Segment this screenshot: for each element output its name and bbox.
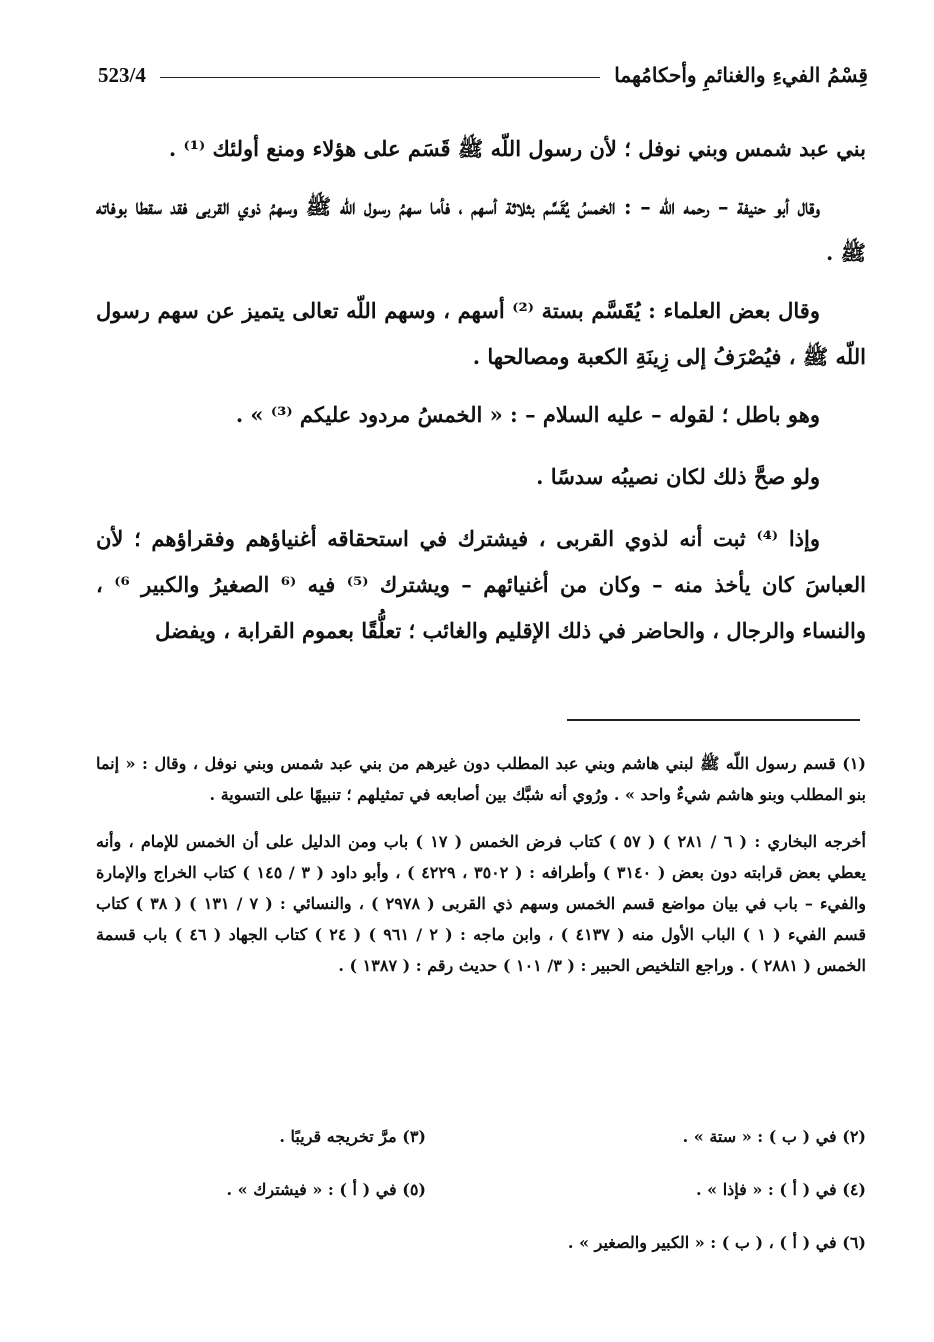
footnote-row — [96, 1177, 866, 1203]
paragraph: وقال بعض العلماء : يُقَسَّم بستة ⁽²⁾ أسهم ، وسهم اللّه تعالى يتميز عن سهم رسول اللّه ﷺ ، فيُصْرَفُ إلى زِينَةِ الكعبة ومصالحها . — [96, 298, 866, 369]
footnote-takhrij: أخرجه البخاري : ( ٦ / ٢٨١ ) ( ٥٧ ) كتاب فرض الخمس ( ١٧ ) باب ومن الدليل على أن الخمس للإمام ، وأنه يعطي بعض قرابته دون بعض ( ٣١٤٠ ) وأطرافه : ( ٣٥٠٢ ، ٤٢٢٩ ) ، وأبو داود ( ٣ / ١٤٥ ) كتاب الخراج والإمارة والفيء – باب في بيان مواضع قسم الخمس وسهم ذي القربى ( ٢٩٧٨ ) ، والنسائي : ( ٧ / ١٣١ ) ( ٣٨ ) كتاب قسم الفيء ( ١ ) الباب الأول منه ( ٤١٣٧ ) ، وابن ماجه : ( ٢ / ٩٦١ ) ( ٢٤ ) كتاب الجهاد ( ٤٦ ) باب قسمة الخمس ( ٢٨٨١ ) . وراجع التلخيص الحبير : ( ٣/ ١٠١ ) حديث رقم : ( ١٣٨٧ ) . — [96, 832, 867, 975]
footnote-grid — [96, 1124, 866, 1283]
paragraph: وهو باطل ؛ لقوله – عليه السلام – : « الخمسُ مردود عليكم ⁽³⁾ » . — [235, 402, 820, 427]
paragraph: وقال أبو حنيفة – رحمه اللّه – : الخمسُ يُقَسَّم بثلاثة أسهم ، فأما سهمُ رسول اللّه ﷺ وسهمُ ذوي القربى فقد سقطا بوفاته ﷺ . — [96, 194, 866, 265]
page-number: 523/4 — [98, 62, 146, 87]
footnotes — [96, 748, 866, 997]
footnote-1: (١) قسم رسول اللّه ﷺ لبني هاشم وبني عبد المطلب دون غيرهم من بني عبد شمس وبني نوفل ، وقال : « إنما بنو المطلب وبنو هاشم شيءٌ واحد » . ورُوي أنه شبَّك بين أصابعه في تمثيلهم ؛ تنبيهًا على التسوية . — [96, 754, 866, 804]
footnote-4: (٤) في ( أ ) : « فإذا » . — [695, 1180, 866, 1199]
footnote-separator — [567, 719, 860, 721]
main-text — [96, 126, 866, 666]
footnote-3: (٣) مرَّ تخريجه قريبًا . — [279, 1127, 426, 1146]
paragraph: ولو صحَّ ذلك لكان نصيبُه سدسًا . — [536, 464, 820, 489]
paragraph: وإذا ⁽⁴⁾ ثبت أنه لذوي القربى ، فيشترك في استحقاقه أغنياؤهم وفقراؤهم ؛ لأن العباسَ كان يأخذ منه – وكان من أغنيائهم – ويشترك ⁽⁵⁾ فيه ⁽⁶ الصغيرُ والكبير ⁶⁾ ، والنساء والرجال ، والحاضر في ذلك الإقليم والغائب ؛ تعلُّقًا بعموم القرابة ، ويفضل — [96, 526, 867, 643]
paragraph: بني عبد شمس وبني نوفل ؛ لأن رسول اللّه ﷺ قَسَم على هؤلاء ومنع أولئك ⁽¹⁾ . — [168, 136, 866, 161]
header-rule — [160, 77, 600, 78]
running-title: قِسْمُ الفيءِ والغنائمِ وأحكامُهما — [614, 63, 868, 87]
footnote-2: (٢) في ( ب ) : « ستة » . — [682, 1127, 866, 1146]
footnote-row — [96, 1230, 866, 1256]
footnote-5: (٥) في ( أ ) : « فيشترك » . — [226, 1180, 426, 1199]
running-header — [98, 58, 868, 92]
footnote-row — [96, 1124, 866, 1150]
footnote-6: (٦) في ( أ ) ، ( ب ) : « الكبير والصغير » . — [567, 1233, 866, 1252]
